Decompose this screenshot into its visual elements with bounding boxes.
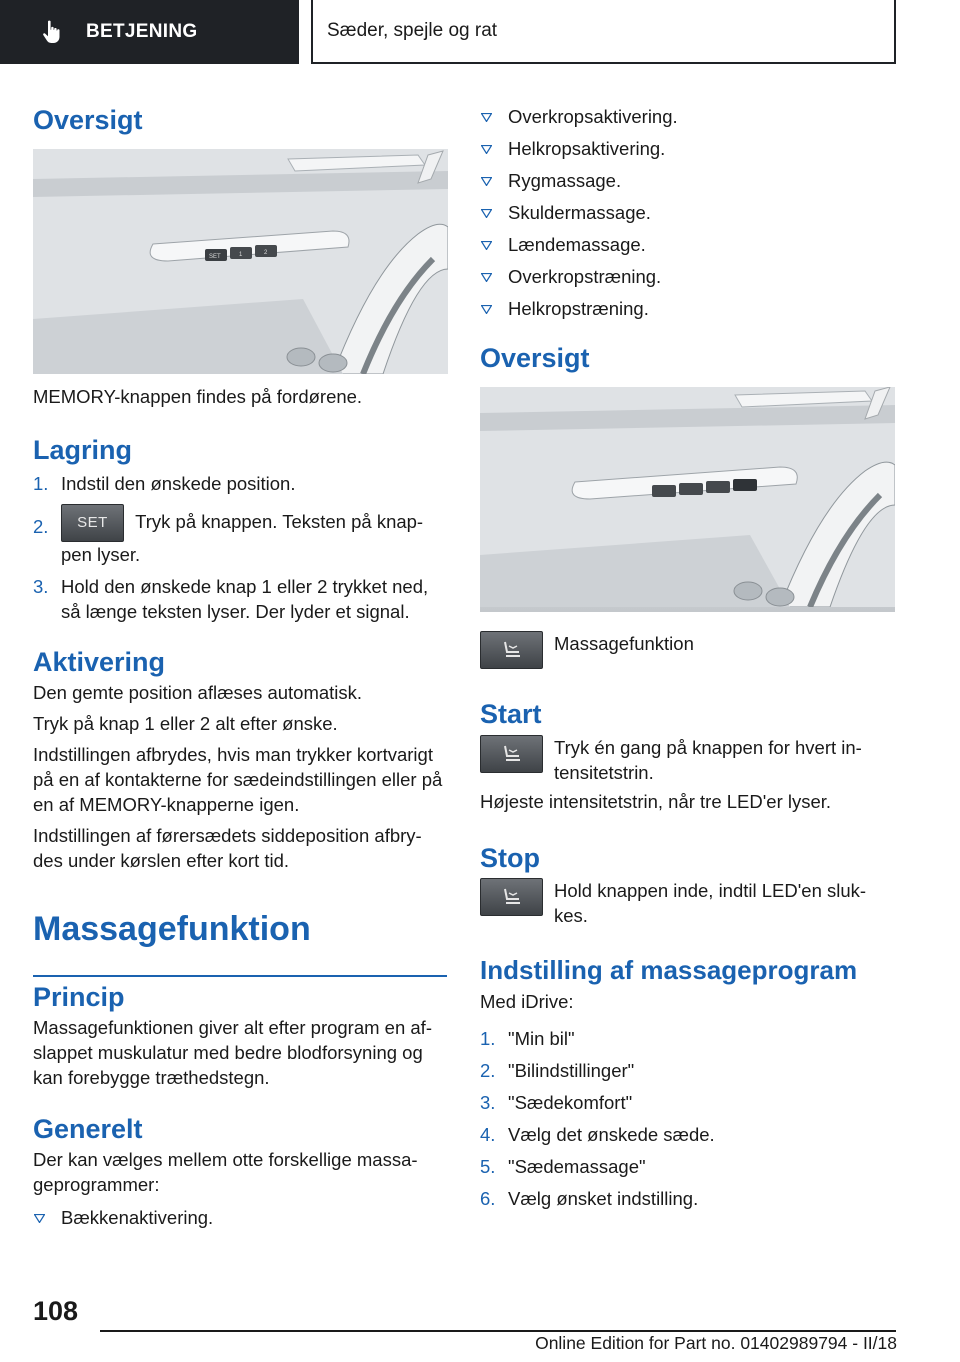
right-column [480,104,896,1211]
section-rule [33,975,447,977]
step-text: Indstil den ønskede position. [61,473,296,494]
list-item-text: Bækkenaktivering. [61,1207,214,1228]
step-text: Vælg det ønskede sæde. [508,1124,715,1145]
photo-button-2-label: 2 [264,250,268,256]
list-item-text: Helkropstræning. [508,298,649,319]
list-item [480,1058,896,1083]
list-item [480,296,896,321]
list-item-text: Lændemassage. [508,234,646,255]
list-item [33,1205,449,1230]
photo-button-1-label: 1 [239,252,243,258]
set-button-icon: SET [61,504,124,542]
stop-heading: Stop [480,843,540,873]
list-item-text: Rygmassage. [508,170,622,191]
aktivering-paragraph: Indstillingen af førersædets siddeposition afbry-des under kørslen efter kort tid. [33,825,422,871]
step-text: pen lyser. [61,544,141,565]
start-text: Tryk én gang på knappen for hvert in-tensitetstrin. [554,737,862,783]
list-item [480,1154,896,1179]
list-item-text: Overkropsaktivering. [508,106,678,127]
page-number: 108 [33,1296,79,1326]
list-item-text: Skuldermassage. [508,202,651,223]
list-item [480,168,896,193]
hand-pointer-icon [40,18,64,46]
left-column [33,96,449,1230]
triangle-bullet-icon [34,1214,45,1223]
list-item [33,574,449,624]
massagefunktion-heading: Massagefunktion [33,910,311,948]
program-list-right [480,104,896,321]
step-number: 1. [480,1028,496,1049]
step-number: 5. [480,1156,496,1177]
step-number: 1. [33,473,49,494]
step-number: 3. [33,576,49,597]
start-note: Højeste intensitetstrin, når tre LED'er lyser. [480,791,832,812]
photo-caption: MEMORY-knappen findes på fordørene. [33,386,363,407]
header-section-label: BETJENING [86,21,198,42]
step-number: 6. [480,1188,496,1209]
massage-button-row [480,631,896,669]
triangle-bullet-icon [481,241,492,250]
step-number: 2. [480,1060,496,1081]
idrive-intro: Med iDrive: [480,991,574,1012]
step-text: "Sædemassage" [508,1156,646,1177]
list-item [480,200,896,225]
triangle-bullet-icon [481,305,492,314]
aktivering-paragraph: Den gemte position aflæses automatisk. [33,682,363,703]
step-number: 2. [33,516,49,537]
step-text: "Bilindstillinger" [508,1060,635,1081]
step-text: "Sædekomfort" [508,1092,633,1113]
list-item [480,1090,896,1115]
program-list-left [33,1205,449,1230]
step-text: Hold den ønskede knap 1 eller 2 trykket ned, så længe teksten lyser. Der lyder et signal. [61,576,429,622]
massage-button-icon [480,735,543,773]
footer-edition: Online Edition for Part no. 01402989794 - II/18 [535,1333,897,1353]
photo-set-button-label: SET [209,254,221,260]
start-heading: Start [480,699,542,729]
list-item [480,264,896,289]
start-row [480,735,896,785]
list-item-text: Helkropsaktivering. [508,138,666,159]
footer-rule [100,1330,896,1332]
list-item [480,1122,896,1147]
princip-paragraph: Massagefunktionen giver alt efter program en af-slappet muskulatur med bedre blodforsyning og kan forebygge træthedstegn. [33,1017,432,1088]
list-item-text: Overkropstræning. [508,266,662,287]
step-text: "Min bil" [508,1028,575,1049]
header-chapter-box [311,0,896,64]
list-item [480,1026,896,1051]
list-item [480,232,896,257]
stop-text: Hold knappen inde, indtil LED'en sluk-kes. [554,880,867,926]
list-item [480,136,896,161]
massage-button-icon [480,878,543,916]
generelt-heading: Generelt [33,1114,143,1144]
aktivering-heading: Aktivering [33,647,166,677]
aktivering-paragraph: Tryk på knap 1 eller 2 alt efter ønske. [33,713,338,734]
door-panel-photo-massage [480,387,895,612]
step-text: Vælg ønsket indstilling. [508,1188,699,1209]
aktivering-paragraph: Indstillingen afbrydes, hvis man trykker kortvarigt på en af kontakterne for sædeindstillingen eller på en af MEMORY-knapperne igen. [33,744,443,815]
triangle-bullet-icon [481,273,492,282]
step-text: Tryk på knappen. Teksten på knap- [135,510,424,532]
list-item [33,504,449,567]
massage-label: Massagefunktion [554,633,694,654]
step-number: 3. [480,1092,496,1113]
list-item [33,471,449,496]
idrive-steps [480,1026,896,1211]
header-chapter-label: Sæder, spejle og rat [327,20,498,41]
oversigt-heading: Oversigt [480,343,590,373]
lagring-steps [33,471,449,624]
generelt-paragraph: Der kan vælges mellem otte forskellige massa-geprogrammer: [33,1149,418,1195]
triangle-bullet-icon [481,209,492,218]
list-item [480,1186,896,1211]
step-number: 4. [480,1124,496,1145]
list-item [480,104,896,129]
triangle-bullet-icon [481,177,492,186]
program-heading: Indstilling af massageprogram [480,955,858,985]
oversigt-heading: Oversigt [33,105,143,135]
princip-heading: Princip [33,982,125,1012]
massage-button-icon [480,631,543,669]
triangle-bullet-icon [481,113,492,122]
door-panel-photo [33,149,448,374]
triangle-bullet-icon [481,145,492,154]
lagring-heading: Lagring [33,435,132,465]
stop-row [480,878,896,928]
header-section-tab [0,0,299,64]
